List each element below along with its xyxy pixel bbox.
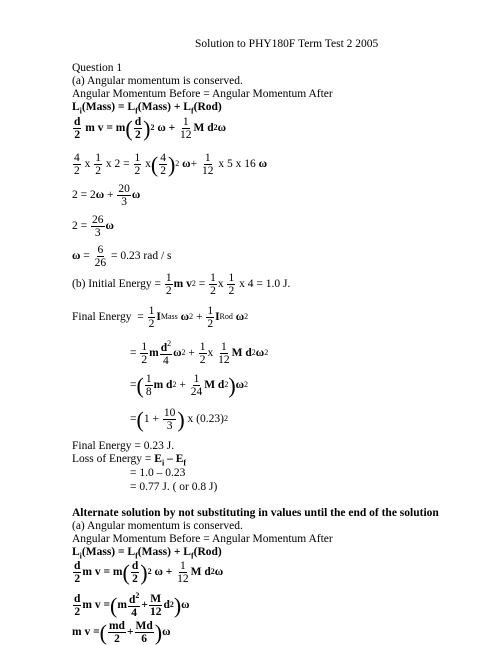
final-energy-line-4: = ( 1 + $\frac{10}{3}$ ) x (0.23) 2 bbox=[130, 406, 228, 433]
final-energy-line-3: = ( $\frac{1}{8}$ m d 2 + $\frac{1}{24}$ M d 2 ) ω 2 bbox=[130, 372, 249, 399]
alternate-momentum-equation: $L_i(Mass)$ = $L_f(Mass) + L_f(Rod)$ bbox=[72, 546, 222, 561]
momentum-before-after: Angular Momentum Before = Angular Momentum After bbox=[72, 88, 333, 100]
initial-energy: (b) Initial Energy = $\frac{1}{2}$ m v 2 = $\frac{1}{2}$ x $\frac{1}{2}$ x 4 = 1.0 J. bbox=[72, 272, 291, 298]
equation-3: 2 = 2 ω + $\frac{20}{3}$ ω bbox=[72, 183, 141, 209]
loss-line-3: = 0.77 J. ( or 0.8 J) bbox=[130, 481, 218, 493]
alternate-equation-1: $\frac{d}{2}$ m v = m ( $\frac{d}{2}$ ) 2 ω + $\frac{1}{12}$ M d 2 ω bbox=[74, 559, 224, 586]
question-1-heading: Question 1 bbox=[72, 62, 123, 74]
alternate-part-a: (a) Angular momentum is conserved. bbox=[72, 520, 243, 532]
loss-line-2: = 1.0 – 0.23 bbox=[130, 467, 186, 479]
equation-2: $\frac{4}{2}$ x $\frac{1}{2}$ x 2 = $\frac{1}{2}$ x ( $\frac{4}{2}$ ) 2 ω + $\frac{1}{12}$ x 5 x 16 ω bbox=[74, 151, 267, 178]
alternate-equation-2: $\frac{d}{2}$ m v = ( m $\frac{d^2}{4}$ + $\frac{M}{12}$ d 2 ) ω bbox=[74, 591, 190, 619]
omega-result: ω = $\frac{6}{26}$ = 0.23 rad / s bbox=[72, 244, 172, 270]
momentum-equation: $L_i(Mass)$ = $L_f(Mass) + L_f(Rod)$ bbox=[72, 101, 222, 116]
part-a-statement: (a) Angular momentum is conserved. bbox=[72, 75, 243, 87]
alternate-before-after: Angular Momentum Before = Angular Momentum After bbox=[72, 533, 333, 545]
alternate-heading: Alternate solution by not substituting in values until the end of the solution bbox=[72, 507, 439, 519]
equation-1: $\frac{d}{2}$ m v = m ( $\frac{d}{2}$ ) 2 ω + $\frac{1}{12}$ M d 2 ω bbox=[74, 115, 227, 142]
final-energy-line-1: Final Energy = $\frac{1}{2}$ I Mass ω 2 + $\frac{1}{2}$ I Rod ω 2 bbox=[72, 305, 249, 331]
page-title: Solution to PHY180F Term Test 2 2005 bbox=[195, 38, 379, 50]
final-energy-line-2: = $\frac{1}{2}$ m $\frac{d^2}{4}$ ω 2 + $\frac{1}{2}$ x $\frac{1}{12}$ M d 2 ω 2 bbox=[130, 339, 269, 367]
loss-of-energy: Loss of Energy = $E_i - E_f$ bbox=[72, 453, 187, 468]
equation-4: 2 = $\frac{26}{3}$ ω bbox=[72, 214, 114, 240]
final-energy-result: Final Energy = 0.23 J. bbox=[72, 440, 175, 452]
alternate-equation-3: m v = ( $\frac{md}{2}$ + $\frac{Md}{6}$ ) ω bbox=[72, 619, 171, 645]
